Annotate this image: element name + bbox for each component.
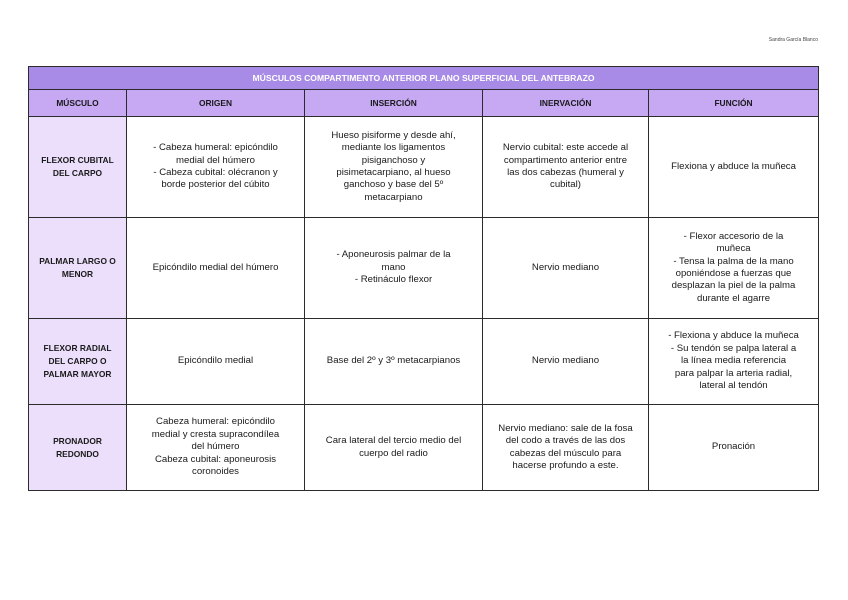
cell-line: - Su tendón se palpa lateral a <box>670 342 797 354</box>
cell-line: oponiéndose a fuerzas que <box>675 268 792 279</box>
cell-line: Nervio mediano: sale de la fosa <box>498 422 633 434</box>
cell-line: Nervio mediano <box>531 261 600 273</box>
header-insercion: INSERCIÓN <box>305 90 483 117</box>
table-row <box>29 405 819 491</box>
cell-line: Epicóndilo medial del húmero <box>152 261 279 273</box>
header-origen: ORIGEN <box>127 90 305 117</box>
table-title: MÚSCULOS COMPARTIMENTO ANTERIOR PLANO SUPERFICIAL DEL ANTEBRAZO <box>29 67 819 90</box>
cell-line: cuerpo del radio <box>359 447 428 459</box>
cell-line: compartimento anterior entre <box>503 154 628 166</box>
cell-line: Cabeza humeral: epicóndilo <box>156 416 275 428</box>
insertion-cell <box>305 218 483 319</box>
insertion-cell <box>305 117 483 218</box>
cell-line: Cara lateral del tercio medio del <box>325 435 462 447</box>
insertion-cell <box>305 405 483 491</box>
table-row <box>29 117 819 218</box>
muscles-table <box>28 66 819 491</box>
cell-line: Epicóndilo medial <box>177 355 254 367</box>
cell-line: - Cabeza cubital: olécranon y <box>153 167 278 178</box>
cell-line: la línea media referencia <box>680 355 787 367</box>
cell-line: mano <box>381 261 406 273</box>
cell-line: borde posterior del cúbito <box>161 179 270 191</box>
cell-line: REDONDO <box>56 448 99 459</box>
cell-line: las dos cabezas (humeral y <box>507 167 624 178</box>
innervation-cell <box>483 218 649 319</box>
origin-cell <box>127 319 305 405</box>
function-cell <box>649 319 819 405</box>
author-name: Sandra García Blanco <box>768 37 818 43</box>
cell-line: del húmero <box>191 441 240 453</box>
function-cell <box>649 405 819 491</box>
function-cell <box>649 218 819 319</box>
header-inervacion: INERVACIÓN <box>483 90 649 117</box>
cell-line: Hueso pisiforme y desde ahí, <box>331 129 456 141</box>
cell-line: FLEXOR CUBITAL <box>41 155 114 165</box>
cell-line: FLEXOR RADIAL <box>43 343 112 353</box>
cell-line: - Tensa la palma de la mano <box>673 255 794 267</box>
origin-cell <box>127 218 305 319</box>
cell-line: - Flexiona y abduce la muñeca <box>668 330 799 342</box>
cell-line: Nervio mediano <box>531 355 600 367</box>
cell-line: - Flexor accesorio de la <box>683 230 784 242</box>
innervation-cell <box>483 405 649 491</box>
cell-line: cubital) <box>550 179 581 191</box>
cell-line: mediante los ligamentos <box>341 142 446 154</box>
cell-line: lateral al tendón <box>699 380 768 392</box>
cell-line: - Cabeza humeral: epicóndilo <box>153 142 278 154</box>
cell-line: metacarpiano <box>364 191 423 203</box>
muscle-cell <box>29 218 127 319</box>
table-title-row <box>29 67 819 90</box>
cell-line: Pronación <box>711 441 756 453</box>
cell-line: hacerse profundo a este. <box>512 459 619 471</box>
cell-line: desplazan la piel de la palma <box>671 280 796 292</box>
cell-line: DEL CARPO O <box>48 356 107 366</box>
table-row <box>29 319 819 405</box>
cell-line: medial del húmero <box>176 154 255 166</box>
innervation-cell <box>483 319 649 405</box>
cell-line: para palpar la arteria radial, <box>674 367 793 379</box>
header-musculo: MÚSCULO <box>29 90 127 117</box>
table-row <box>29 218 819 319</box>
cell-line: MENOR <box>61 269 94 279</box>
cell-line: pisimetacarpiano, al hueso <box>336 167 451 178</box>
muscle-cell <box>29 405 127 491</box>
cell-line: Base del 2º y 3º metacarpianos <box>326 355 461 367</box>
cell-line: DEL CARPO <box>52 168 103 178</box>
cell-line: muñeca <box>716 243 751 255</box>
cell-line: Flexiona y abduce la muñeca <box>671 160 796 172</box>
function-cell <box>649 117 819 218</box>
origin-cell <box>127 117 305 218</box>
muscle-cell <box>29 319 127 405</box>
header-funcion: FUNCIÓN <box>649 90 819 117</box>
cell-line: del codo a través de las dos <box>505 435 626 447</box>
insertion-cell <box>305 319 483 405</box>
cell-line: PALMAR LARGO O <box>39 256 116 266</box>
cell-line: PRONADOR <box>53 435 102 446</box>
cell-line: ganchoso y base del 5º <box>343 179 444 191</box>
origin-cell <box>127 405 305 491</box>
innervation-cell <box>483 117 649 218</box>
cell-line: Nervio cubital: este accede al <box>502 142 629 154</box>
cell-line: coronoides <box>192 466 239 478</box>
cell-line: - Aponeurosis palmar de la <box>336 249 451 261</box>
table-header-row <box>29 90 819 117</box>
cell-line: - Retináculo flexor <box>354 274 433 286</box>
cell-line: cabezas del músculo para <box>509 447 622 459</box>
cell-line: medial y cresta supracondílea <box>151 428 280 440</box>
cell-line: pisiganchoso y <box>361 154 426 166</box>
cell-line: durante el agarre <box>696 292 771 304</box>
cell-line: PALMAR MAYOR <box>43 369 112 379</box>
cell-line: Cabeza cubital: aponeurosis <box>154 453 277 465</box>
muscle-cell <box>29 117 127 218</box>
